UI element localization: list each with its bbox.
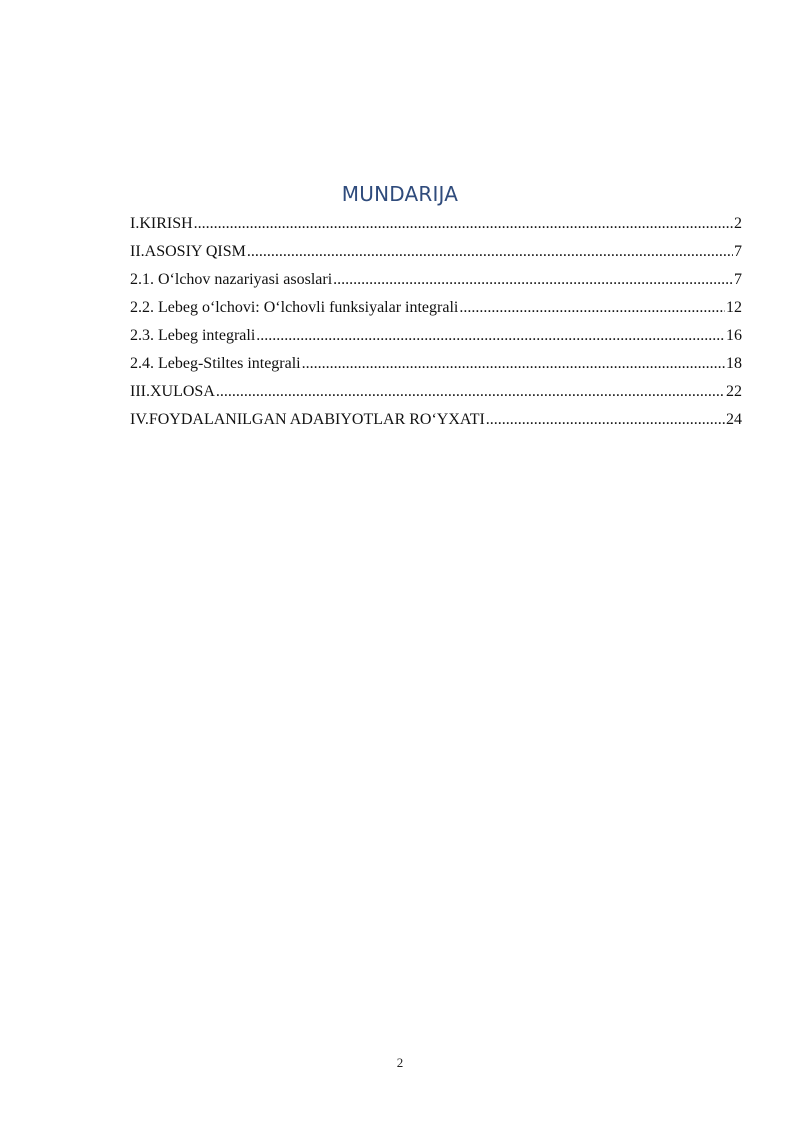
- toc-dot-leader: [302, 350, 725, 378]
- toc-entry-page: 7: [734, 243, 742, 260]
- toc-entry-asosiy-qism[interactable]: [130, 238, 742, 266]
- toc-dot-leader: [486, 406, 725, 434]
- table-of-contents: [130, 210, 742, 434]
- toc-entry-kirish[interactable]: [130, 210, 742, 238]
- toc-dot-leader: [216, 378, 725, 406]
- toc-entry-label: II.ASOSIY QISM: [130, 243, 246, 260]
- toc-entry-page: 12: [726, 299, 742, 316]
- toc-entry-page: 7: [734, 271, 742, 288]
- page-number: 2: [396, 1055, 404, 1070]
- toc-entry-label: 2.1. O‘lchov nazariyasi asoslari: [130, 271, 333, 288]
- toc-entry-2-2[interactable]: [130, 294, 742, 322]
- toc-entry-page: 24: [726, 411, 742, 428]
- toc-entry-page: 16: [726, 327, 742, 344]
- toc-entry-page: 2: [734, 215, 742, 232]
- toc-entry-label: 2.3. Lebeg integrali: [130, 327, 256, 344]
- toc-dot-leader: [256, 322, 725, 350]
- toc-entry-label: 2.2. Lebeg o‘lchovi: O‘lchovli funksiyalar integrali: [130, 299, 459, 316]
- toc-entry-label: IV.FOYDALANILGAN ADABIYOTLAR RO‘YXATI: [130, 411, 485, 428]
- toc-entry-label: III.XULOSA: [130, 383, 215, 400]
- toc-dot-leader: [194, 210, 733, 238]
- toc-entry-page: 18: [726, 355, 742, 372]
- toc-dot-leader: [247, 238, 733, 266]
- toc-entry-xulosa[interactable]: [130, 378, 742, 406]
- toc-dot-leader: [459, 294, 725, 322]
- toc-dot-leader: [333, 266, 733, 294]
- toc-entry-2-3[interactable]: [130, 322, 742, 350]
- toc-entry-2-4[interactable]: [130, 350, 742, 378]
- toc-entry-label: 2.4. Lebeg-Stiltes integrali: [130, 355, 301, 372]
- toc-entry-page: 22: [726, 383, 742, 400]
- toc-entry-adabiyotlar[interactable]: [130, 406, 742, 434]
- toc-entry-2-1[interactable]: [130, 266, 742, 294]
- page-title: MUNDARIJA: [341, 182, 459, 206]
- toc-entry-label: I.KIRISH: [130, 215, 193, 232]
